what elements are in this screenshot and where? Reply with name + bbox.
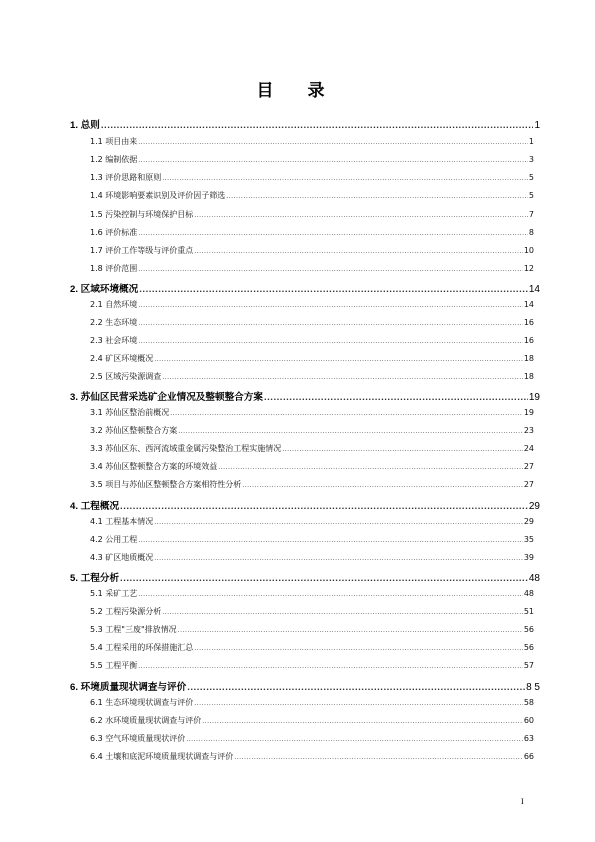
toc-section-entry[interactable] (90, 552, 534, 563)
toc-entry-page-number: 18 (523, 354, 534, 363)
dot-leader (138, 663, 523, 670)
dot-leader (138, 320, 523, 327)
toc-entry-page-number: 12 (523, 264, 534, 273)
dot-leader (264, 392, 528, 403)
toc-section-entry[interactable] (90, 425, 534, 436)
toc-section-entry[interactable] (90, 479, 534, 490)
toc-entry-page-number: 58 (523, 698, 534, 707)
toc-entry-label: 2.4 矿区环境概况 (90, 354, 154, 363)
toc-entry-page-number: 3 (528, 155, 534, 164)
toc-section-entry[interactable] (90, 660, 534, 671)
toc-entry-label: 2.1 自然环境 (90, 300, 138, 309)
toc-chapter-entry[interactable] (70, 498, 540, 512)
toc-entry-label: 4.2 公用工程 (90, 535, 138, 544)
toc-entry-label: 3.3 苏仙区东、西河流域重金属污染整治工程实施情况 (90, 444, 282, 453)
toc-section-entry[interactable] (90, 606, 534, 617)
toc-section-entry[interactable] (90, 642, 534, 653)
toc-entry-page-number: 48 (528, 573, 540, 584)
toc-entry-label: 1.6 评价标准 (90, 228, 138, 237)
dot-leader (154, 519, 523, 526)
toc-section-entry[interactable] (90, 299, 534, 310)
dot-leader (138, 338, 523, 345)
toc-entry-label: 5.5 工程平衡 (90, 661, 138, 670)
dot-leader (178, 627, 523, 634)
dot-leader (170, 410, 523, 417)
dot-leader (202, 718, 523, 725)
dot-leader (186, 736, 523, 743)
toc-entry-page-number: 18 (523, 372, 534, 381)
toc-entry-label: 3. 苏仙区民营采选矿企业情况及整顿整合方案 (70, 392, 263, 403)
dot-leader (194, 700, 523, 707)
toc-entry-page-number: 19 (523, 408, 534, 417)
toc-entry-label: 5.1 采矿工艺 (90, 589, 138, 598)
toc-entry-label: 2.2 生态环境 (90, 318, 138, 327)
toc-entry-page-number: 16 (523, 336, 534, 345)
toc-section-entry[interactable] (90, 172, 534, 183)
toc-entry-page-number: 14 (523, 300, 534, 309)
toc-entry-page-number: 27 (523, 480, 534, 489)
toc-entry-label: 6.4 土壤和底泥环境质量现状调查与评价 (90, 752, 234, 761)
toc-section-entry[interactable] (90, 209, 534, 220)
dot-leader (162, 175, 528, 182)
dot-leader (139, 284, 528, 295)
dot-leader (242, 482, 523, 489)
dot-leader (138, 157, 528, 164)
toc-section-entry[interactable] (90, 715, 534, 726)
toc-entry-page-number: 56 (523, 625, 534, 634)
toc-entry-label: 3.2 苏仙区整顿整合方案 (90, 426, 178, 435)
dot-leader (194, 248, 523, 255)
dot-leader (187, 682, 525, 693)
toc-entry-page-number: 16 (523, 318, 534, 327)
toc-section-entry[interactable] (90, 335, 534, 346)
toc-entry-label: 4. 工程概况 (70, 501, 120, 512)
toc-entry-label: 1.3 评价思路和原则 (90, 173, 162, 182)
toc-entry-page-number: 5 (528, 173, 534, 182)
dot-leader (218, 464, 523, 471)
toc-entry-page-number: 23 (523, 426, 534, 435)
toc-entry-page-number: 19 (528, 392, 540, 403)
toc-entry-label: 6. 环境质量现状调查与评价 (70, 682, 187, 693)
toc-section-entry[interactable] (90, 245, 534, 256)
dot-leader (138, 591, 523, 598)
dot-leader (120, 501, 528, 512)
toc-section-entry[interactable] (90, 317, 534, 328)
toc-section-entry[interactable] (90, 190, 534, 201)
toc-section-entry[interactable] (90, 263, 534, 274)
toc-entry-label: 5.4 工程采用的环保措施汇总 (90, 643, 194, 652)
toc-entry-label: 3.1 苏仙区整治前概况 (90, 408, 170, 417)
dot-leader (194, 212, 528, 219)
toc-section-entry[interactable] (90, 443, 534, 454)
toc-chapter-entry[interactable] (70, 389, 540, 403)
dot-leader (226, 193, 528, 200)
toc-entry-label: 2. 区域环境概况 (70, 284, 139, 295)
toc-entry-page-number: 56 (523, 643, 534, 652)
page-number: I (521, 797, 524, 806)
toc-section-entry[interactable] (90, 624, 534, 635)
dot-leader (194, 645, 523, 652)
toc-entry-page-number: 24 (523, 444, 534, 453)
toc-entry-label: 6.3 空气环境质量现状评价 (90, 734, 186, 743)
dot-leader (162, 609, 523, 616)
toc-section-entry[interactable] (90, 516, 534, 527)
toc-entry-page-number: 1 (534, 120, 540, 131)
toc-entry-page-number: 39 (523, 553, 534, 562)
toc-section-entry[interactable] (90, 697, 534, 708)
toc-entry-label: 1.1 项目由来 (90, 137, 138, 146)
toc-entry-page-number: 63 (523, 734, 534, 743)
toc-entry-page-number: 14 (528, 284, 540, 295)
toc-entry-label: 2.5 区域污染源调查 (90, 372, 162, 381)
toc-chapter-entry[interactable] (70, 570, 540, 584)
toc-entry-page-number: 7 (528, 210, 534, 219)
toc-entry-page-number: 10 (523, 246, 534, 255)
toc-entry-label: 6.1 生态环境现状调查与评价 (90, 698, 194, 707)
toc-section-entry[interactable] (90, 751, 534, 762)
toc-entry-page-number: 1 (528, 137, 534, 146)
toc-chapter-entry[interactable] (70, 281, 540, 295)
dot-leader (162, 374, 523, 381)
toc-section-entry[interactable] (90, 154, 534, 165)
toc-section-entry[interactable] (90, 407, 534, 418)
toc-section-entry[interactable] (90, 461, 534, 472)
toc-section-entry[interactable] (90, 534, 534, 545)
toc-entry-label: 1.8 评价范围 (90, 264, 138, 273)
toc-entry-label: 5.2 工程污染源分析 (90, 607, 162, 616)
toc-entry-label: 5. 工程分析 (70, 573, 120, 584)
toc-entry-page-number: 48 (523, 589, 534, 598)
dot-leader (154, 555, 523, 562)
toc-entry-label: 1.7 评价工作等级与评价重点 (90, 246, 194, 255)
toc-entry-page-number: 27 (523, 462, 534, 471)
toc-section-entry[interactable] (90, 353, 534, 364)
toc-section-entry[interactable] (90, 136, 534, 147)
toc-entry-label: 3.4 苏仙区整顿整合方案的环境效益 (90, 462, 218, 471)
toc-entry-page-number: 35 (523, 535, 534, 544)
dot-leader (138, 230, 528, 237)
toc-chapter-entry[interactable] (70, 117, 540, 131)
dot-leader (138, 302, 523, 309)
toc-entry-page-number: 29 (528, 501, 540, 512)
toc-entry-label: 4.3 矿区地质概况 (90, 553, 154, 562)
toc-entry-label: 5.3 工程"三废"排放情况 (90, 625, 177, 634)
toc-section-entry[interactable] (90, 733, 534, 744)
toc-chapter-entry[interactable] (70, 679, 540, 693)
toc-entry-label: 1.5 污染控制与环境保护目标 (90, 210, 194, 219)
toc-entry-page-number: 60 (523, 716, 534, 725)
toc-section-entry[interactable] (90, 588, 534, 599)
toc-entry-page-number: 8 5 (526, 682, 540, 693)
toc-entry-page-number: 29 (523, 517, 534, 526)
toc-entry-label: 6.2 水环境质量现状调查与评价 (90, 716, 202, 725)
dot-leader (138, 139, 528, 146)
toc-entry-page-number: 51 (523, 607, 534, 616)
dot-leader (178, 428, 523, 435)
dot-leader (101, 120, 534, 131)
dot-leader (120, 573, 528, 584)
dot-leader (154, 356, 523, 363)
toc-entry-label: 1. 总则 (70, 120, 100, 131)
dot-leader (138, 537, 523, 544)
toc-section-entry[interactable] (90, 371, 534, 382)
page-title: 目 录 (256, 81, 339, 101)
toc-section-entry[interactable] (90, 227, 534, 238)
toc-entry-page-number: 8 (528, 228, 534, 237)
toc-entry-label: 1.2 编制依据 (90, 155, 138, 164)
toc-entry-label: 3.5 项目与苏仙区整顿整合方案相符性分析 (90, 480, 242, 489)
toc-entry-label: 1.4 环境影响要素识别及评价因子筛选 (90, 191, 226, 200)
dot-leader (234, 754, 523, 761)
toc-entry-label: 4.1 工程基本情况 (90, 517, 154, 526)
toc-entry-label: 2.3 社会环境 (90, 336, 138, 345)
toc-entry-page-number: 66 (523, 752, 534, 761)
dot-leader (138, 266, 523, 273)
toc-entry-page-number: 57 (523, 661, 534, 670)
toc-entry-page-number: 5 (528, 191, 534, 200)
dot-leader (282, 446, 523, 453)
